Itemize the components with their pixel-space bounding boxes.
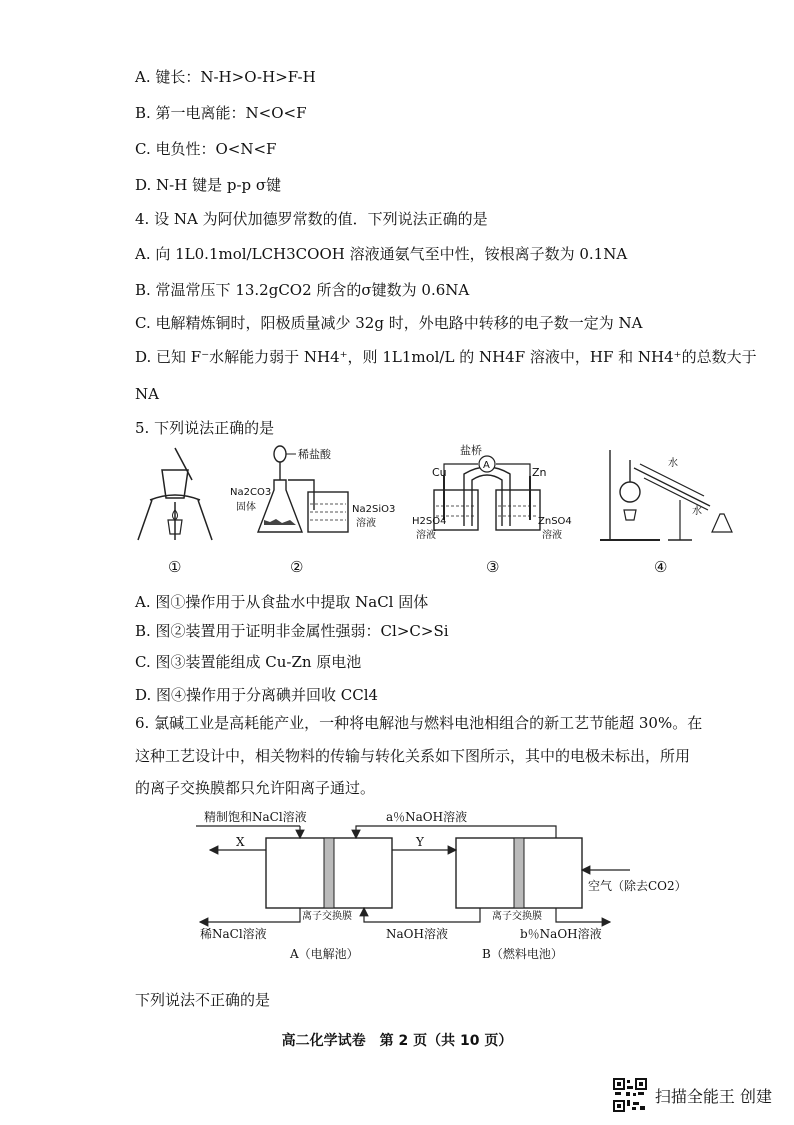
q4-option-d-line1: D. 已知 F⁻水解能力弱于 NH4⁺，则 1L1mol/L 的 NH4F 溶液中，HF 和 NH4⁺的总数大于 — [135, 348, 757, 366]
label-hydrochloric-acid: 稀盐酸 — [298, 448, 331, 461]
galvanic-cell-figure — [410, 440, 570, 555]
label-membrane-a: 离子交换膜 — [302, 911, 352, 922]
q3-option-b: B. 第一电离能：N<O<F — [135, 104, 307, 122]
label-na2sio3: Na2SiO3 — [352, 504, 396, 515]
q4-option-b: B. 常温常压下 13.2gCO2 所含的σ键数为 0.6NA — [135, 281, 470, 299]
label-naoh-solution: NaOH溶液 — [386, 927, 448, 941]
label-h2so4-solution: 溶液 — [416, 530, 436, 541]
qr-code-icon — [613, 1078, 647, 1112]
label-h2so4: H2SO4 — [412, 516, 447, 527]
label-y: Y — [416, 835, 424, 849]
label-zn: Zn — [532, 466, 547, 479]
label-x: X — [236, 835, 245, 849]
q4-option-d-line2: NA — [135, 385, 159, 403]
label-b-percent-naoh: b％NaOH溶液 — [520, 927, 602, 941]
page-footer: 高二化学试卷 第 2 页（共 10 页） — [281, 1033, 513, 1049]
q3-option-c: C. 电负性：O<N<F — [135, 140, 277, 158]
distillation-apparatus-figure — [600, 440, 740, 555]
label-znso4: ZnSO4 — [538, 516, 572, 527]
label-ammeter: A — [483, 460, 490, 471]
label-dilute-nacl: 稀NaCl溶液 — [200, 927, 267, 941]
label-refined-nacl: 精制饱和NaCl溶液 — [204, 810, 307, 824]
label-salt-bridge: 盐桥 — [460, 444, 482, 457]
label-na2co3: Na2CO3 — [230, 487, 272, 498]
q4-option-c: C. 电解精炼铜时，阳极质量减少 32g 时，外电路中转移的电子数一定为 NA — [135, 314, 643, 332]
q5-option-b: B. 图②装置用于证明非金属性强弱：Cl>C>Si — [135, 622, 449, 640]
scanner-app-label: 扫描全能王 创建 — [654, 1086, 772, 1106]
figure-number-2: ② — [290, 558, 304, 576]
q6-question: 下列说法不正确的是 — [135, 991, 271, 1009]
acid-strength-apparatus-figure — [230, 440, 400, 555]
label-water-out: 水 — [668, 458, 678, 469]
evaporation-apparatus-figure — [130, 440, 220, 555]
chlor-alkali-process-diagram — [190, 808, 687, 968]
label-solid: 固体 — [236, 502, 256, 513]
label-membrane-b: 离子交换膜 — [492, 911, 542, 922]
figure-number-1: ① — [168, 558, 182, 576]
label-cell-a: A（电解池） — [290, 947, 359, 961]
label-water-in: 水 — [692, 506, 702, 517]
figure-number-4: ④ — [654, 558, 668, 576]
label-air: 空气（除去CO2） — [588, 879, 687, 893]
label-cu: Cu — [432, 466, 447, 479]
scanner-watermark — [613, 1078, 772, 1112]
q5-option-d: D. 图④操作用于分离碘并回收 CCl4 — [135, 686, 379, 704]
label-a-percent-naoh: a％NaOH溶液 — [386, 810, 468, 824]
q3-option-a: A. 键长：N-H>O-H>F-H — [135, 68, 316, 86]
figure-number-3: ③ — [486, 558, 500, 576]
q6-stem-line3: 的离子交换膜都只允许阳离子通过。 — [135, 779, 376, 797]
q4-option-a: A. 向 1L0.1mol/LCH3COOH 溶液通氨气至中性，铵根离子数为 0.1NA — [135, 245, 628, 263]
q3-option-d: D. N-H 键是 p-p σ键 — [135, 176, 282, 194]
q5-option-c: C. 图③装置能组成 Cu-Zn 原电池 — [135, 653, 362, 671]
q5-stem: 5. 下列说法正确的是 — [135, 419, 275, 437]
label-znso4-solution: 溶液 — [542, 530, 562, 541]
q5-option-a: A. 图①操作用于从食盐水中提取 NaCl 固体 — [135, 593, 429, 611]
label-cell-b: B（燃料电池） — [482, 947, 563, 961]
label-solution-2: 溶液 — [356, 518, 376, 529]
q6-stem-line1: 6. 氯碱工业是高耗能产业，一种将电解池与燃料电池相组合的新工艺节能超 30%。在 — [135, 714, 703, 732]
q4-stem: 4. 设 NA 为阿伏加德罗常数的值．下列说法正确的是 — [135, 210, 488, 228]
q5-figures — [130, 440, 730, 580]
q6-stem-line2: 这种工艺设计中，相关物料的传输与转化关系如下图所示，其中的电极未标出，所用 — [135, 747, 691, 765]
